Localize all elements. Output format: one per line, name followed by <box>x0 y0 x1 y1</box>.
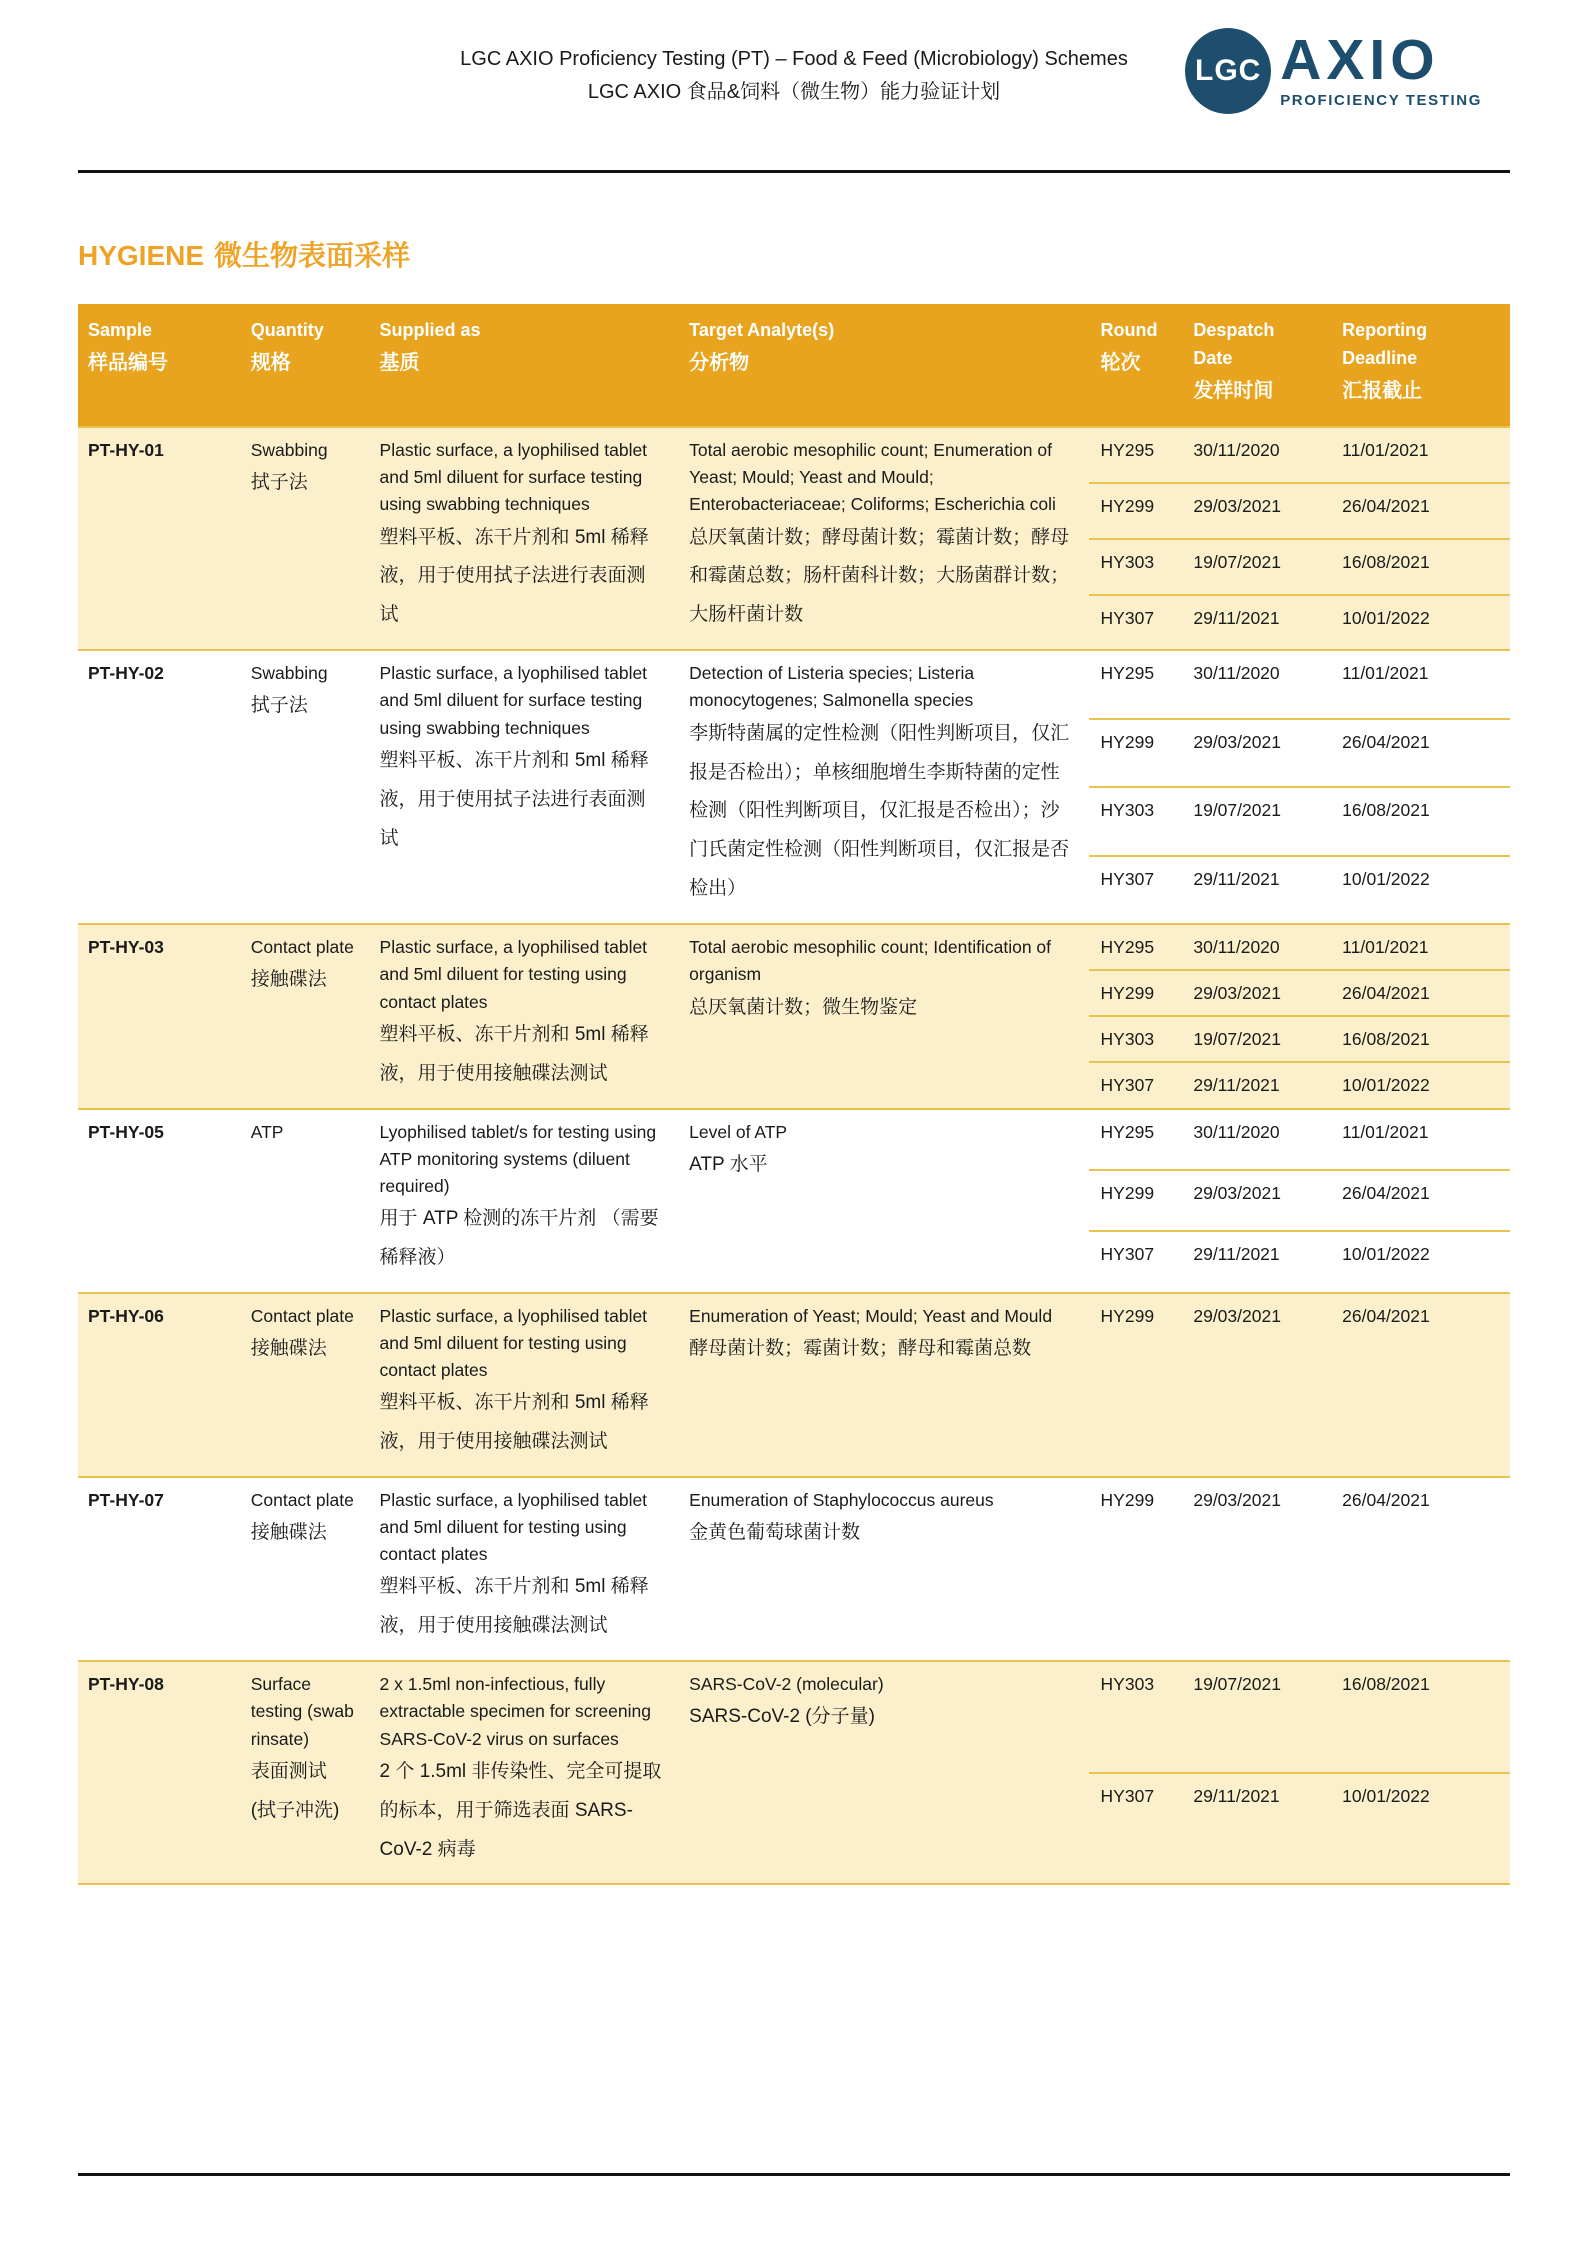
despatch-date-cell: 19/07/2021 <box>1193 551 1281 572</box>
target-analyte-en: Level of ATP <box>689 1121 788 1142</box>
quantity-en: Contact plate <box>250 1305 354 1326</box>
target-analyte-en: Total aerobic mesophilic count; Enumeration of Yeast; Mould; Yeast and Mould; Enterobacteriaceae; Coliforms; Escherichia coli <box>689 440 1056 515</box>
column-header-reporting-deadline-zh: 汇报截止 <box>1342 380 1423 403</box>
reporting-deadline-cell: 10/01/2022 <box>1342 1785 1430 1806</box>
column-header-supplied-as <box>372 317 680 406</box>
column-header-sample-en: Sample <box>88 320 153 341</box>
round-row <box>1089 1061 1510 1107</box>
reporting-deadline-cell: 26/04/2021 <box>1342 983 1430 1004</box>
target-analyte-zh: 酵母菌计数；霉菌计数；酵母和霉菌总数 <box>689 1337 1032 1359</box>
target-analyte-cell <box>679 1662 1088 1883</box>
column-header-target-analyte-en: Target Analyte(s) <box>689 320 835 341</box>
rounds-group <box>1089 1110 1510 1292</box>
table-row <box>78 1292 1510 1476</box>
reporting-deadline-cell: 26/04/2021 <box>1342 1490 1430 1511</box>
round-row <box>1089 538 1510 594</box>
logo-tagline: PROFICIENCY TESTING <box>1280 91 1482 109</box>
header-title-en: LGC AXIO Proficiency Testing (PT) – Food & Feed (Microbiology) Schemes <box>460 48 1128 70</box>
round-code-cell: HY295 <box>1100 663 1155 684</box>
quantity-zh: 表面测试 (拭子冲洗) <box>250 1760 340 1821</box>
column-header-round-zh: 轮次 <box>1100 352 1141 375</box>
supplied-as-en: Plastic surface, a lyophilised tablet and 5ml diluent for surface testing using swabbing techniques <box>379 663 648 738</box>
footer-rule <box>78 2173 1510 2176</box>
table-header-row <box>78 304 1510 426</box>
reporting-deadline-cell: 10/01/2022 <box>1342 1244 1430 1265</box>
sample-id-cell: PT-HY-07 <box>88 1490 164 1511</box>
sample-id-cell: PT-HY-05 <box>88 1121 164 1142</box>
round-code-cell: HY299 <box>1100 731 1155 752</box>
table-row <box>78 426 1510 649</box>
reporting-deadline-cell: 26/04/2021 <box>1342 1182 1430 1203</box>
reporting-deadline-cell: 26/04/2021 <box>1342 731 1430 752</box>
column-header-supplied-as-zh: 基质 <box>379 352 420 375</box>
rounds-group <box>1089 1294 1510 1476</box>
target-analyte-cell <box>679 1110 1088 1292</box>
supplied-as-zh: 2 个 1.5ml 非传染性、完全可提取的标本，用于筛选表面 SARS-CoV-2 病毒 <box>379 1760 662 1860</box>
supplied-as-cell <box>372 925 680 1107</box>
column-header-despatch-date <box>1183 317 1328 406</box>
target-analyte-cell <box>679 1478 1088 1660</box>
reporting-deadline-cell: 16/08/2021 <box>1342 800 1430 821</box>
column-header-reporting-deadline-en: Reporting Deadline <box>1342 320 1428 369</box>
target-analyte-zh: SARS-CoV-2 (分子量) <box>689 1706 875 1728</box>
target-analyte-en: Detection of Listeria species; Listeria monocytogenes; Salmonella species <box>689 663 975 711</box>
reporting-deadline-cell: 26/04/2021 <box>1342 1305 1430 1326</box>
round-row <box>1089 1169 1510 1230</box>
supplied-as-cell <box>372 1662 680 1883</box>
sample-id-cell: PT-HY-02 <box>88 663 164 684</box>
column-header-sample-zh: 样品编号 <box>88 352 168 375</box>
round-row <box>1089 718 1510 786</box>
column-header-reporting-deadline <box>1328 317 1510 406</box>
page-header <box>78 0 1510 170</box>
target-analyte-zh: 总厌氧菌计数；微生物鉴定 <box>689 996 918 1018</box>
round-code-cell: HY299 <box>1100 983 1155 1004</box>
reporting-deadline-cell: 16/08/2021 <box>1342 551 1430 572</box>
round-code-cell: HY295 <box>1100 440 1155 461</box>
target-analyte-zh: 李斯特菌属的定性检测（阳性判断项目，仅汇报是否检出）；单核细胞增生李斯特菌的定性检测（阳性判断项目，仅汇报是否检出）；沙门氏菌定性检测（阳性判断项目，仅汇报是否检出） <box>689 722 1070 900</box>
table-row <box>78 1476 1510 1660</box>
quantity-cell <box>245 1294 372 1476</box>
table-row <box>78 649 1510 923</box>
column-header-sample <box>78 317 245 406</box>
rounds-group <box>1089 925 1510 1107</box>
rounds-group <box>1089 651 1510 923</box>
despatch-date-cell: 29/03/2021 <box>1193 983 1281 1004</box>
supplied-as-zh: 塑料平板、冻干片剂和 5ml 稀释液，用于使用接触碟法测试 <box>379 1023 649 1084</box>
quantity-en: Swabbing <box>250 663 328 684</box>
despatch-date-cell: 29/03/2021 <box>1193 731 1281 752</box>
section-title-zh: 微生物表面采样 <box>214 240 411 271</box>
round-row <box>1089 1662 1510 1772</box>
round-row <box>1089 1478 1510 1660</box>
round-row <box>1089 1294 1510 1476</box>
target-analyte-zh: 金黄色葡萄球菌计数 <box>689 1522 861 1544</box>
quantity-cell <box>245 1478 372 1660</box>
round-row <box>1089 925 1510 969</box>
despatch-date-cell: 19/07/2021 <box>1193 1674 1281 1695</box>
round-row <box>1089 1110 1510 1169</box>
despatch-date-cell: 29/11/2021 <box>1193 868 1280 889</box>
round-code-cell: HY299 <box>1100 495 1155 516</box>
header-rule <box>78 170 1510 173</box>
supplied-as-cell <box>372 1478 680 1660</box>
round-code-cell: HY307 <box>1100 1075 1155 1096</box>
column-header-quantity-en: Quantity <box>250 320 324 341</box>
table-row <box>78 1660 1510 1883</box>
column-header-target-analyte <box>679 317 1088 406</box>
quantity-cell <box>245 1662 372 1883</box>
round-row <box>1089 1230 1510 1291</box>
column-header-quantity <box>245 317 372 406</box>
logo-wordmark-block <box>1280 28 1482 109</box>
despatch-date-cell: 29/11/2021 <box>1193 607 1280 628</box>
round-code-cell: HY299 <box>1100 1182 1155 1203</box>
target-analyte-en: Total aerobic mesophilic count; Identification of organism <box>689 937 1052 985</box>
reporting-deadline-cell: 10/01/2022 <box>1342 607 1430 628</box>
target-analyte-zh: ATP 水平 <box>689 1153 768 1175</box>
target-analyte-cell <box>679 1294 1088 1476</box>
supplied-as-zh: 塑料平板、冻干片剂和 5ml 稀释液，用于使用接触碟法测试 <box>379 1576 649 1637</box>
despatch-date-cell: 29/03/2021 <box>1193 1490 1281 1511</box>
reporting-deadline-cell: 11/01/2021 <box>1342 1121 1429 1142</box>
sample-id-cell: PT-HY-06 <box>88 1305 164 1326</box>
reporting-deadline-cell: 10/01/2022 <box>1342 1075 1430 1096</box>
round-row <box>1089 969 1510 1015</box>
rounds-group <box>1089 1478 1510 1660</box>
quantity-en: ATP <box>250 1121 284 1142</box>
despatch-date-cell: 29/11/2021 <box>1193 1075 1280 1096</box>
round-code-cell: HY307 <box>1100 1244 1155 1265</box>
despatch-date-cell: 29/11/2021 <box>1193 1785 1280 1806</box>
table-row <box>78 923 1510 1107</box>
target-analyte-en: SARS-CoV-2 (molecular) <box>689 1674 884 1695</box>
round-code-cell: HY295 <box>1100 1121 1155 1142</box>
supplied-as-zh: 塑料平板、冻干片剂和 5ml 稀释液，用于使用拭子法进行表面测试 <box>379 526 649 626</box>
sample-id-cell: PT-HY-08 <box>88 1674 164 1695</box>
round-code-cell: HY307 <box>1100 1785 1155 1806</box>
despatch-date-cell: 30/11/2020 <box>1193 663 1280 684</box>
sample-id-cell: PT-HY-01 <box>88 440 164 461</box>
supplied-as-en: Plastic surface, a lyophilised tablet and 5ml diluent for surface testing using swabbing techniques <box>379 440 648 515</box>
lgc-circle-icon: LGC <box>1185 28 1271 114</box>
quantity-en: Surface testing (swab rinsate) <box>250 1674 354 1749</box>
target-analyte-cell <box>679 651 1088 923</box>
section-title-en: HYGIENE <box>78 240 205 271</box>
target-analyte-en: Enumeration of Yeast; Mould; Yeast and Mould <box>689 1305 1053 1326</box>
despatch-date-cell: 29/03/2021 <box>1193 1182 1281 1203</box>
lgc-axio-logo <box>1175 28 1482 114</box>
target-analyte-zh: 总厌氧菌计数；酵母菌计数；霉菌计数；酵母和霉菌总数；肠杆菌科计数；大肠菌群计数；大肠杆菌计数 <box>689 526 1070 626</box>
despatch-date-cell: 19/07/2021 <box>1193 800 1281 821</box>
quantity-cell <box>245 651 372 923</box>
table-row <box>78 1108 1510 1292</box>
supplied-as-cell <box>372 1294 680 1476</box>
despatch-date-cell: 30/11/2020 <box>1193 1121 1280 1142</box>
round-code-cell: HY303 <box>1100 551 1155 572</box>
quantity-en: Swabbing <box>250 440 328 461</box>
despatch-date-cell: 29/03/2021 <box>1193 495 1281 516</box>
supplied-as-en: Lyophilised tablet/s for testing using ATP monitoring systems (diluent required) <box>379 1121 657 1196</box>
supplied-as-en: Plastic surface, a lyophilised tablet and 5ml diluent for testing using contact plates <box>379 1490 648 1565</box>
quantity-cell <box>245 1110 372 1292</box>
supplied-as-cell <box>372 651 680 923</box>
round-code-cell: HY299 <box>1100 1490 1155 1511</box>
round-code-cell: HY295 <box>1100 937 1155 958</box>
target-analyte-cell <box>679 428 1088 649</box>
quantity-zh: 接触碟法 <box>250 969 327 991</box>
supplied-as-zh: 塑料平板、冻干片剂和 5ml 稀释液，用于使用拭子法进行表面测试 <box>379 749 649 849</box>
quantity-cell <box>245 925 372 1107</box>
round-row <box>1089 1772 1510 1884</box>
round-row <box>1089 786 1510 854</box>
despatch-date-cell: 30/11/2020 <box>1193 440 1280 461</box>
column-header-despatch-date-en: Despatch Date <box>1193 320 1275 369</box>
column-header-despatch-date-zh: 发样时间 <box>1193 380 1274 403</box>
round-row <box>1089 855 1510 923</box>
quantity-zh: 拭子法 <box>250 472 308 494</box>
table-body <box>78 426 1510 1883</box>
section-title <box>78 227 1510 284</box>
axio-wordmark: AXIO <box>1280 28 1440 93</box>
target-analyte-cell <box>679 925 1088 1107</box>
quantity-zh: 拭子法 <box>250 695 308 717</box>
quantity-zh: 接触碟法 <box>250 1337 327 1359</box>
column-header-round <box>1089 317 1184 406</box>
round-code-cell: HY303 <box>1100 800 1155 821</box>
column-header-target-analyte-zh: 分析物 <box>689 352 750 375</box>
round-code-cell: HY299 <box>1100 1305 1155 1326</box>
reporting-deadline-cell: 11/01/2021 <box>1342 440 1429 461</box>
hygiene-scheme-table <box>78 304 1510 1885</box>
supplied-as-cell <box>372 428 680 649</box>
round-row <box>1089 594 1510 650</box>
despatch-date-cell: 29/03/2021 <box>1193 1305 1281 1326</box>
despatch-date-cell: 29/11/2021 <box>1193 1244 1280 1265</box>
quantity-cell <box>245 428 372 649</box>
reporting-deadline-cell: 16/08/2021 <box>1342 1029 1430 1050</box>
round-row <box>1089 482 1510 538</box>
column-header-quantity-zh: 规格 <box>250 352 291 375</box>
reporting-deadline-cell: 11/01/2021 <box>1342 937 1429 958</box>
supplied-as-zh: 塑料平板、冻干片剂和 5ml 稀释液，用于使用接触碟法测试 <box>379 1392 649 1453</box>
rounds-group <box>1089 1662 1510 1883</box>
target-analyte-en: Enumeration of Staphylococcus aureus <box>689 1490 994 1511</box>
reporting-deadline-cell: 26/04/2021 <box>1342 495 1430 516</box>
rounds-group <box>1089 428 1510 649</box>
round-code-cell: HY307 <box>1100 607 1155 628</box>
quantity-en: Contact plate <box>250 1490 354 1511</box>
reporting-deadline-cell: 10/01/2022 <box>1342 868 1430 889</box>
supplied-as-cell <box>372 1110 680 1292</box>
supplied-as-en: Plastic surface, a lyophilised tablet and 5ml diluent for testing using contact plates <box>379 1305 648 1381</box>
column-header-round-en: Round <box>1100 320 1158 341</box>
sample-id-cell: PT-HY-03 <box>88 937 164 958</box>
header-title-zh: LGC AXIO 食品&饲料（微生物）能力验证计划 <box>587 81 1001 103</box>
round-code-cell: HY307 <box>1100 868 1155 889</box>
column-header-supplied-as-en: Supplied as <box>379 320 481 341</box>
supplied-as-zh: 用于 ATP 检测的冻干片剂 （需要稀释液） <box>379 1207 659 1268</box>
despatch-date-cell: 19/07/2021 <box>1193 1029 1281 1050</box>
round-row <box>1089 1015 1510 1061</box>
despatch-date-cell: 30/11/2020 <box>1193 937 1280 958</box>
round-row <box>1089 651 1510 717</box>
quantity-en: Contact plate <box>250 937 354 958</box>
reporting-deadline-cell: 16/08/2021 <box>1342 1674 1430 1695</box>
supplied-as-en: Plastic surface, a lyophilised tablet and 5ml diluent for testing using contact plates <box>379 937 648 1012</box>
quantity-zh: 接触碟法 <box>250 1522 327 1544</box>
supplied-as-en: 2 x 1.5ml non-infectious, fully extractable specimen for screening SARS-CoV-2 virus on surfaces <box>379 1674 651 1749</box>
reporting-deadline-cell: 11/01/2021 <box>1342 663 1429 684</box>
round-row <box>1089 428 1510 482</box>
round-code-cell: HY303 <box>1100 1674 1155 1695</box>
round-code-cell: HY303 <box>1100 1029 1155 1050</box>
